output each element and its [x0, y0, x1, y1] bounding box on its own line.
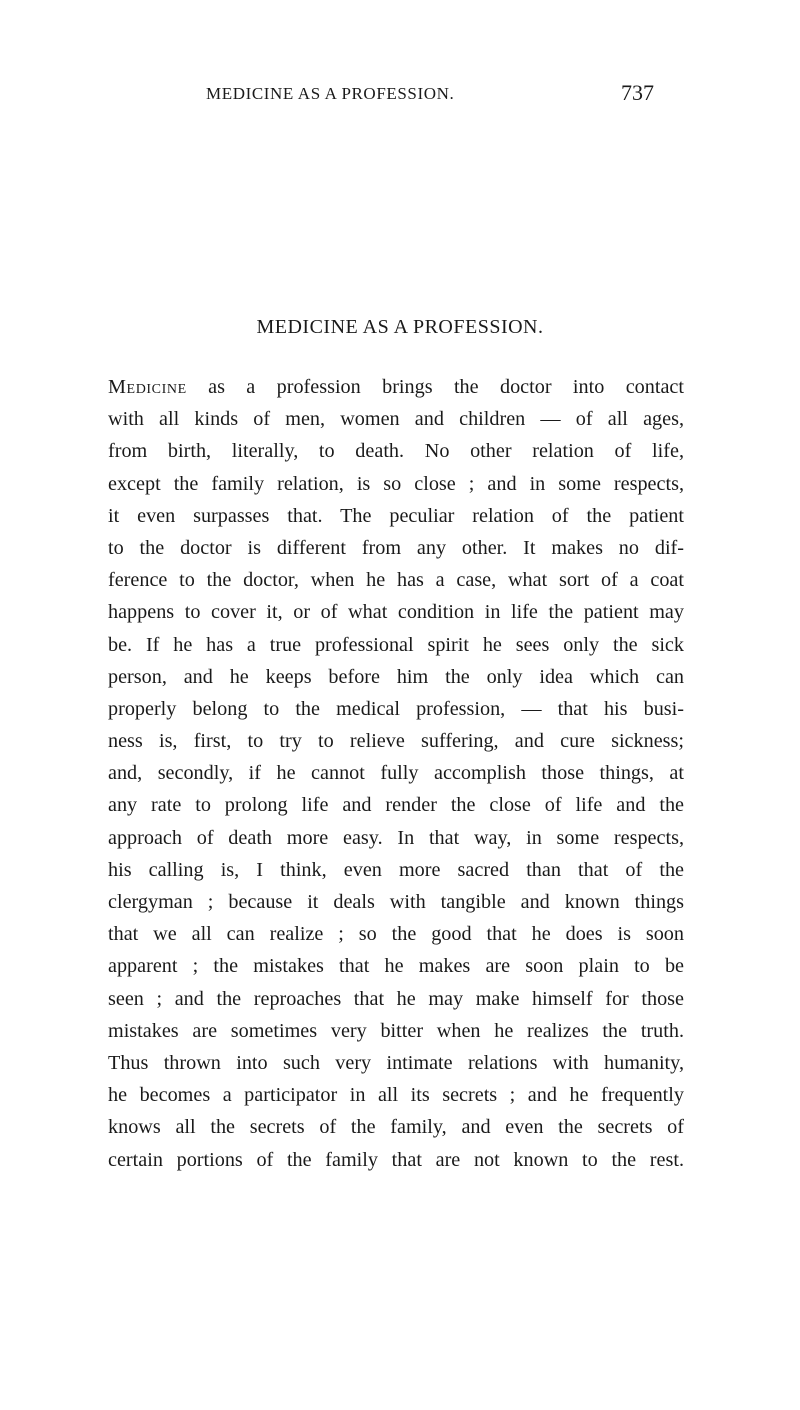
page-number: 737 — [621, 80, 654, 105]
text-line: ness is, first, to try to relieve suffering, and cure sickness; — [108, 730, 684, 753]
text-line: that we all can realize ; so the good that he does is soon — [108, 923, 684, 946]
text-line: approach of death more easy. In that way, in some respects, — [108, 826, 684, 849]
text-line: it even surpasses that. The peculiar relation of the patient — [108, 504, 684, 527]
text-line: apparent ; the mistakes that he makes are soon plain to be — [108, 955, 684, 978]
text-line: clergyman ; because it deals with tangible and known things — [108, 891, 684, 913]
text-line: with all kinds of men, women and children — of all ages, — [108, 408, 684, 431]
lead-word: Medicine — [108, 376, 187, 398]
running-header — [206, 80, 654, 112]
text-line: be. If he has a true professional spirit he sees only the sick — [108, 633, 684, 656]
chapter-title: MEDICINE AS A PROFESSION. — [256, 316, 544, 338]
text-line: his calling is, I think, even more sacred than that of the — [108, 858, 684, 881]
text-line: from birth, literally, to death. No other relation of life, — [108, 440, 684, 463]
text-line: seen ; and the reproaches that he may make himself for those — [108, 987, 684, 1010]
body-paragraph — [108, 371, 684, 1176]
text-line: except the family relation, is so close ; and in some respects, — [108, 472, 684, 495]
text-line-content: as a profession brings the doctor into contact — [186, 376, 684, 398]
text-line: properly belong to the medical profession, — that his busi- — [108, 697, 684, 720]
text-line: mistakes are sometimes very bitter when he realizes the truth. — [108, 1019, 684, 1042]
text-line: to the doctor is different from any other. It makes no dif- — [108, 536, 684, 559]
text-line: happens to cover it, or of what condition in life the patient may — [108, 601, 684, 624]
text-line — [108, 371, 684, 403]
text-line: ference to the doctor, when he has a case, what sort of a coat — [108, 569, 684, 592]
text-line: Thus thrown into such very intimate relations with humanity, — [108, 1051, 684, 1074]
text-line: knows all the secrets of the family, and even the secrets of — [108, 1116, 684, 1139]
text-line: certain portions of the family that are not known to the rest. — [108, 1148, 684, 1171]
text-line: he becomes a participator in all its secrets ; and he frequently — [108, 1084, 684, 1107]
text-line: and, secondly, if he cannot fully accomplish those things, at — [108, 762, 684, 785]
text-line: any rate to prolong life and render the close of life and the — [108, 794, 684, 817]
text-line: person, and he keeps before him the only idea which can — [108, 665, 684, 688]
running-title: MEDICINE AS A PROFESSION. — [206, 84, 455, 103]
